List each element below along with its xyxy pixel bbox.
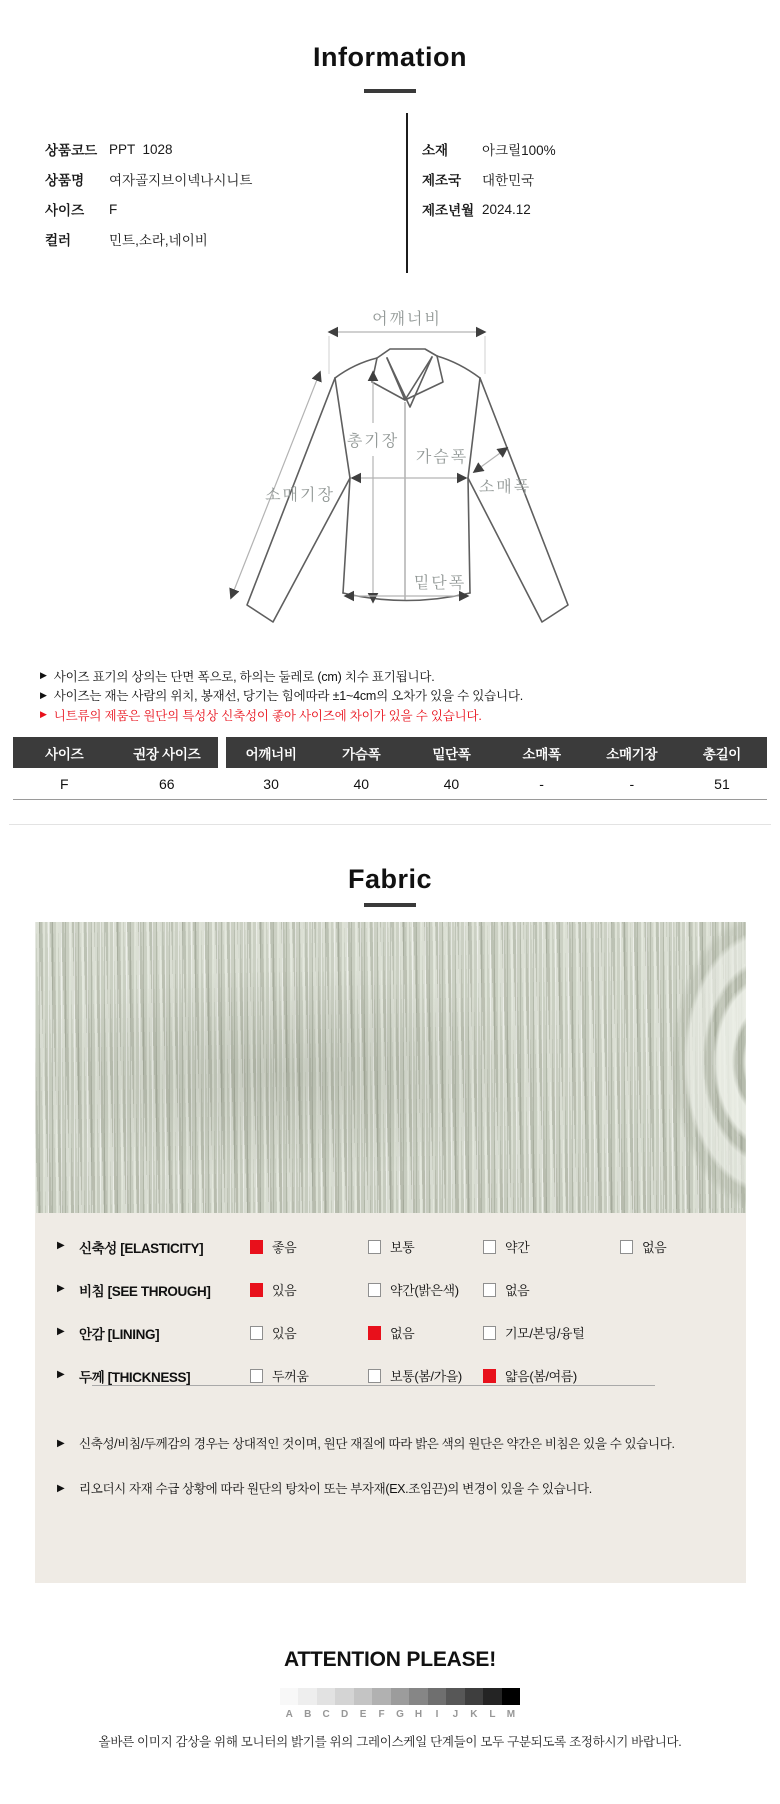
grayscale-step — [391, 1688, 409, 1705]
size-table-cell: - — [539, 775, 544, 792]
triangle-bullet-icon: ▶ — [57, 1483, 65, 1494]
info-label: 사이즈 — [45, 203, 85, 218]
property-label: 안감 [LINING] — [79, 1327, 160, 1342]
garment-measurement-diagram — [185, 250, 595, 650]
size-table-header-cell: 사이즈 — [45, 746, 84, 762]
size-table-header-cell: 권장 사이즈 — [133, 746, 201, 762]
unchecked-box-icon — [250, 1369, 263, 1383]
triangle-bullet-icon: ▶ — [40, 670, 47, 681]
option-label: 있음 — [272, 1326, 297, 1341]
fabric-property-row — [35, 1231, 746, 1261]
grayscale-step — [502, 1688, 520, 1705]
grayscale-letter: E — [359, 1709, 367, 1720]
grayscale-calibration-bar — [280, 1688, 520, 1705]
property-option — [368, 1366, 462, 1385]
unchecked-box-icon — [620, 1240, 633, 1254]
info-value: F — [109, 201, 118, 217]
size-notes — [40, 666, 523, 725]
info-label: 제조국 — [422, 173, 462, 188]
info-row — [422, 164, 556, 194]
info-row — [45, 164, 252, 194]
triangle-bullet-icon: ▶ — [40, 689, 47, 700]
info-value: 대한민국 — [482, 173, 535, 188]
property-label: 두께 [THICKNESS] — [79, 1370, 191, 1385]
option-label: 없음 — [505, 1283, 530, 1298]
size-table-header-cell: 어깨너비 — [245, 746, 297, 762]
property-option — [250, 1280, 296, 1299]
option-label: 두꺼움 — [272, 1369, 309, 1384]
sleeve-width-label: 소매폭 — [478, 479, 532, 496]
size-note-text: 니트류의 제품은 원단의 특성상 신축성이 좋아 사이즈에 차이가 있을 수 있습니다. — [53, 708, 482, 723]
size-table-cell: 30 — [263, 775, 279, 792]
attention-caption: 올바른 이미지 감상을 위해 모니터의 밝기를 위의 그레이스케일 단계들이 모두 구분되도록 조정하시기 바랍니다. — [98, 1735, 682, 1749]
option-label: 기모/본딩/융털 — [505, 1326, 585, 1341]
property-option — [250, 1323, 296, 1342]
triangle-bullet-icon: ▶ — [57, 1240, 65, 1251]
property-option — [483, 1366, 577, 1385]
info-value: 민트,소라,네이비 — [109, 233, 208, 248]
info-row — [45, 194, 252, 224]
option-label: 좋음 — [272, 1240, 297, 1255]
grayscale-letter: D — [341, 1709, 349, 1720]
unchecked-box-icon — [368, 1240, 381, 1254]
info-row — [45, 134, 252, 164]
size-table-value-group-right — [226, 768, 767, 799]
checked-box-icon — [368, 1326, 381, 1340]
size-note-text: 사이즈 표기의 상의는 단면 폭으로, 하의는 둘레로 (cm) 치수 표기됩니다. — [53, 669, 435, 684]
grayscale-step — [428, 1688, 446, 1705]
grayscale-letter: G — [396, 1709, 404, 1720]
info-value: 아크릴100% — [482, 143, 556, 158]
triangle-bullet-icon: ▶ — [57, 1326, 65, 1337]
size-note-text: 사이즈는 재는 사람의 위치, 봉재선, 당기는 힘에따라 ±1~4cm의 오차가 있을 수 있습니다. — [53, 689, 524, 704]
unchecked-box-icon — [368, 1369, 381, 1383]
property-label: 비침 [SEE THROUGH] — [79, 1284, 211, 1299]
option-label: 없음 — [642, 1240, 667, 1255]
fabric-note-text: 리오더시 자재 수급 상황에 따라 원단의 탕차이 또는 부자재(EX.조임끈)의 변경이 있을 수 있습니다. — [79, 1482, 592, 1496]
unchecked-box-icon — [250, 1326, 263, 1340]
size-note — [40, 686, 523, 706]
grayscale-letter: H — [414, 1709, 423, 1720]
property-option — [483, 1323, 584, 1342]
info-column-divider — [406, 113, 408, 273]
chest-width-label: 가슴폭 — [415, 449, 469, 466]
info-label: 제조년월 — [422, 203, 475, 218]
attention-title: ATTENTION PLEASE! — [283, 1648, 497, 1671]
section-divider-rule — [9, 824, 771, 825]
hem-width-label: 밑단폭 — [413, 575, 467, 592]
fabric-title: Fabric — [347, 864, 433, 894]
size-note — [40, 705, 523, 725]
size-table-header-cell: 밑단폭 — [432, 746, 471, 762]
size-table-header-row — [13, 737, 767, 768]
fabric-property-row — [35, 1274, 746, 1304]
grayscale-letter: L — [489, 1709, 496, 1720]
info-label: 컬러 — [45, 233, 72, 248]
fabric-property-panel — [35, 1213, 746, 1583]
option-label: 약간 — [505, 1240, 530, 1255]
grayscale-step — [372, 1688, 390, 1705]
size-table-cell: 40 — [443, 775, 460, 792]
grayscale-letter: J — [452, 1709, 459, 1720]
fabric-texture-photo — [35, 922, 746, 1213]
size-table-cell: 66 — [158, 775, 175, 792]
grayscale-step — [446, 1688, 464, 1705]
total-length-label: 총기장 — [346, 433, 400, 450]
size-table — [13, 737, 767, 800]
grayscale-step — [280, 1688, 298, 1705]
information-title-underline — [364, 89, 416, 93]
option-label: 보통(봄/가을) — [390, 1369, 462, 1384]
size-table-value-row — [13, 768, 767, 800]
property-option — [368, 1280, 459, 1299]
fabric-note-text: 신축성/비침/두께감의 경우는 상대적인 것이며, 원단 재질에 따라 밝은 색의 원단은 약간은 비침은 있을 수 있습니다. — [79, 1437, 675, 1451]
size-table-value-group-left — [13, 768, 218, 799]
size-table-cell: F — [59, 775, 69, 792]
info-row — [422, 194, 556, 224]
grayscale-letter-row — [280, 1709, 520, 1720]
grayscale-letter: I — [435, 1709, 439, 1720]
measurement-arrows — [231, 332, 507, 602]
checked-box-icon — [250, 1283, 263, 1297]
property-option — [483, 1280, 529, 1299]
fabric-title-underline — [364, 903, 416, 907]
size-table-cell: 40 — [353, 775, 370, 792]
fabric-note — [35, 1434, 746, 1454]
triangle-bullet-icon: ▶ — [57, 1283, 65, 1294]
grayscale-step — [409, 1688, 427, 1705]
info-row — [422, 134, 556, 164]
grayscale-letter: C — [322, 1709, 330, 1720]
product-info-left-column — [45, 134, 252, 254]
grayscale-letter: A — [285, 1709, 293, 1720]
size-table-header-group-right — [226, 737, 767, 768]
grayscale-step — [465, 1688, 483, 1705]
info-value: 2024.12 — [482, 201, 531, 217]
option-label: 얇음(봄/여름) — [505, 1369, 577, 1384]
grayscale-step — [354, 1688, 372, 1705]
info-value: 여자골지브이넥나시니트 — [109, 173, 253, 188]
grayscale-step — [317, 1688, 335, 1705]
triangle-bullet-icon: ▶ — [57, 1369, 65, 1380]
info-label: 소재 — [422, 143, 449, 158]
grayscale-letter: F — [378, 1709, 385, 1720]
size-table-header-group-left — [13, 737, 218, 768]
information-title: Information — [313, 42, 467, 72]
info-label: 상품명 — [45, 173, 85, 188]
option-label: 보통 — [390, 1240, 415, 1255]
size-table-header-gap — [218, 737, 226, 768]
property-option — [483, 1237, 529, 1256]
property-option — [368, 1237, 414, 1256]
property-option — [620, 1237, 666, 1256]
fabric-property-row — [35, 1317, 746, 1347]
size-table-header-cell: 총길이 — [702, 746, 742, 762]
product-info-right-column — [422, 134, 556, 224]
triangle-bullet-icon: ▶ — [57, 1438, 65, 1449]
unchecked-box-icon — [483, 1326, 496, 1340]
property-option — [250, 1237, 296, 1256]
size-table-cell: - — [629, 775, 635, 792]
triangle-bullet-icon: ▶ — [40, 709, 47, 720]
size-note — [40, 666, 523, 686]
grayscale-step — [335, 1688, 353, 1705]
grayscale-letter: K — [470, 1709, 478, 1720]
grayscale-step — [483, 1688, 501, 1705]
option-label: 없음 — [390, 1326, 415, 1341]
size-table-header-cell: 가슴폭 — [342, 746, 381, 762]
grayscale-letter: B — [304, 1709, 312, 1720]
size-table-header-cell: 소매기장 — [606, 746, 658, 762]
property-divider-rule — [92, 1385, 655, 1386]
grayscale-step — [298, 1688, 316, 1705]
sleeve-length-label: 소매기장 — [265, 487, 335, 504]
size-table-value-gap — [218, 768, 226, 799]
size-table-header-cell: 소매폭 — [522, 746, 561, 762]
info-value: PPT 1028 — [109, 141, 173, 157]
option-label: 약간(밝은색) — [390, 1283, 459, 1298]
unchecked-box-icon — [483, 1240, 496, 1254]
checked-box-icon — [250, 1240, 263, 1254]
measurement-labels — [265, 309, 531, 592]
grayscale-letter: M — [506, 1709, 516, 1720]
property-label: 신축성 [ELASTICITY] — [79, 1241, 204, 1256]
size-table-cell: 51 — [714, 775, 730, 792]
info-label: 상품코드 — [45, 143, 98, 158]
shoulder-width-label: 어깨너비 — [372, 311, 442, 328]
unchecked-box-icon — [483, 1283, 496, 1297]
fabric-note — [35, 1479, 746, 1499]
property-option — [250, 1366, 308, 1385]
property-option — [368, 1323, 414, 1342]
option-label: 있음 — [272, 1283, 297, 1298]
unchecked-box-icon — [368, 1283, 381, 1297]
checked-box-icon — [483, 1369, 496, 1383]
